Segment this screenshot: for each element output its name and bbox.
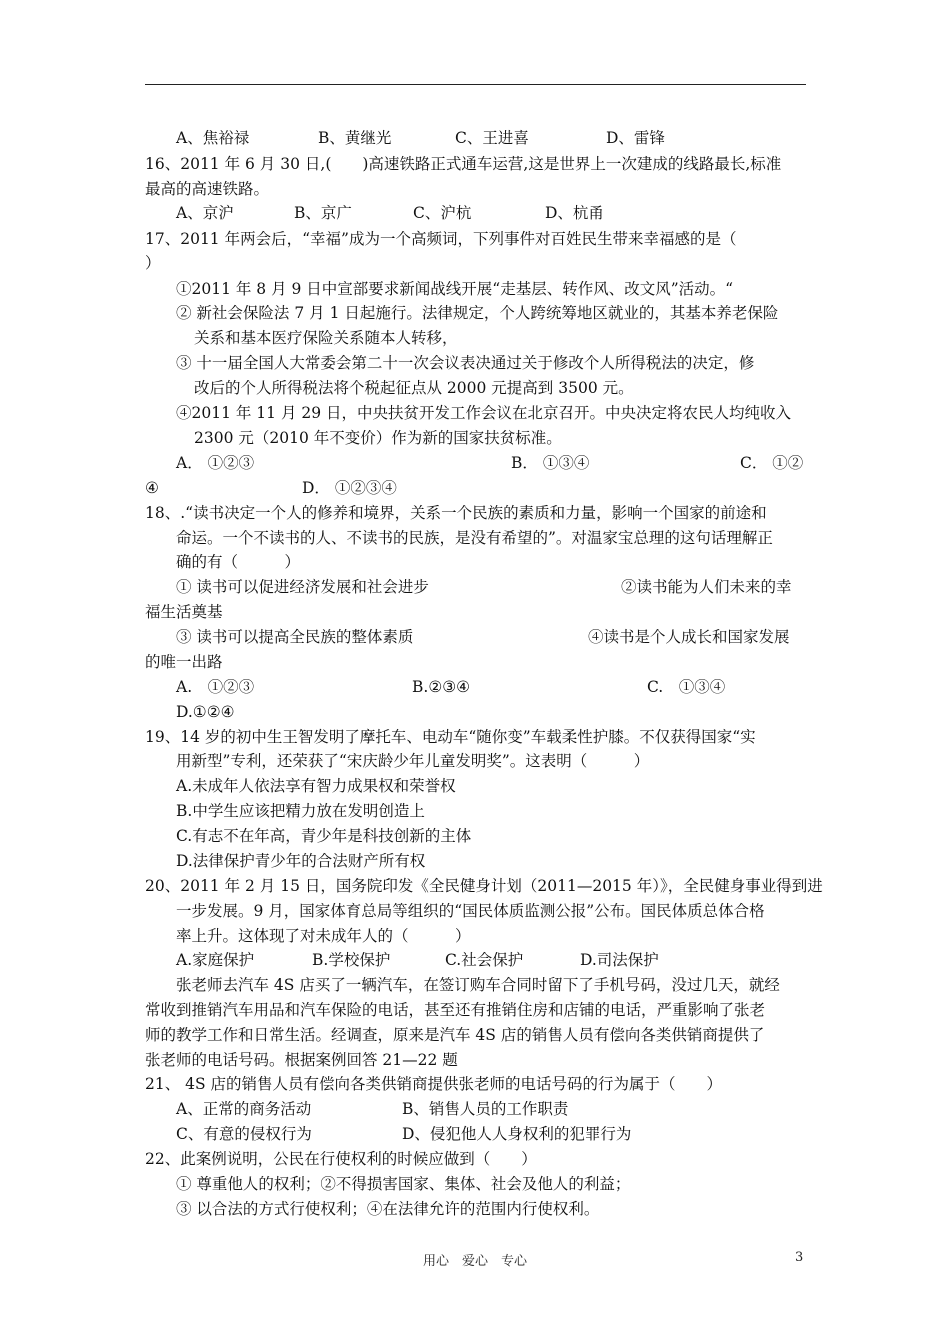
- q18-item-3: ③ 读书可以提高全民族的整体素质: [176, 628, 414, 646]
- q16-line-1: 16、2011 年 6 月 30 日,( )高速铁路正式通车运营,这是世界上一次建成的线路最长,标准: [145, 155, 782, 173]
- q18-line-3: 确的有（ ）: [176, 553, 301, 571]
- q17-line-2: ）: [145, 254, 161, 272]
- q16-option-d: D、杭甬: [545, 204, 604, 222]
- q15-option-c: C、王进喜: [455, 129, 529, 147]
- q20-line-2: 一步发展。9 月，国家体育总局等组织的“国民体质监测公报”公布。国民体质总体合格: [176, 902, 765, 920]
- q19-line-1: 19、14 岁的初中生王智发明了摩托车、电动车“随你变”车载柔性护膝。不仅获得国家“实: [145, 728, 756, 746]
- q18-item-2: ②读书能为人们未来的幸: [621, 578, 792, 596]
- page-footer: 用心 爱心 专心: [422, 1254, 527, 1269]
- q19-line-2: 用新型”专利，还荣获了“宋庆龄少年儿童发明奖”。这表明（ ）: [176, 752, 650, 770]
- q20-option-b: B.学校保护: [312, 951, 391, 969]
- case-line-4: 张老师的电话号码。根据案例回答 21—22 题: [145, 1051, 458, 1069]
- q18-option-d: D.①②④: [176, 703, 235, 721]
- q22-line: 22、此案例说明，公民在行使权利的时候应做到（ ）: [145, 1150, 537, 1168]
- q17-item-4-cont: 2300 元（2010 年不变价）作为新的国家扶贫标准。: [194, 429, 562, 447]
- q15-option-a: A、焦裕禄: [176, 129, 250, 147]
- q17-option-c: C． ①②: [740, 454, 804, 472]
- q18-item-1: ① 读书可以促进经济发展和社会进步: [176, 578, 429, 596]
- q17-option-c-cont: ④: [145, 479, 159, 497]
- q20-line-3: 率上升。这体现了对未成年人的（ ）: [176, 927, 471, 945]
- q18-line-2: 命运。一个不读书的人、不读书的民族，是没有希望的”。对温家宝总理的这句话理解正: [176, 529, 773, 547]
- q21-option-a: A、正常的商务活动: [176, 1100, 312, 1118]
- q18-option-b: B.②③④: [412, 678, 471, 696]
- q17-item-4: ④2011 年 11 月 29 日，中央扶贫开发工作会议在北京召开。中央决定将农民人均纯收入: [176, 404, 792, 422]
- q19-option-a: A.未成年人依法享有智力成果权和荣誉权: [176, 777, 456, 795]
- q18-item-2-cont: 福生活奠基: [145, 603, 223, 621]
- page-number: 3: [795, 1250, 804, 1265]
- q16-option-c: C、沪杭: [413, 204, 472, 222]
- q16-option-a: A、京沪: [176, 204, 234, 222]
- q17-item-1: ①2011 年 8 月 9 日中宣部要求新闻战线开展“走基层、转作风、改文风”活动。“: [176, 280, 734, 298]
- q20-option-c: C.社会保护: [445, 951, 524, 969]
- case-line-1: 张老师去汽车 4S 店买了一辆汽车，在签订购车合同时留下了手机号码，没过几天，就经: [176, 976, 780, 994]
- q19-option-d: D.法律保护青少年的合法财产所有权: [176, 852, 426, 870]
- q21-option-b: B、销售人员的工作职责: [402, 1100, 569, 1118]
- case-line-3: 师的教学工作和日常生活。经调查，原来是汽车 4S 店的销售人员有偿向各类供销商提供了: [145, 1026, 765, 1044]
- q16-option-b: B、京广: [294, 204, 352, 222]
- q19-option-b: B.中学生应该把精力放在发明创造上: [176, 802, 425, 820]
- q17-option-b: B． ①③④: [511, 454, 590, 472]
- q19-option-c: C.有志不在年高，青少年是科技创新的主体: [176, 827, 472, 845]
- q17-item-3: ③ 十一届全国人大常委会第二十一次会议表决通过关于修改个人所得税法的决定，修: [176, 354, 755, 372]
- q21-option-d: D、侵犯他人人身权利的犯罪行为: [402, 1125, 632, 1143]
- q18-item-4: ④读书是个人成长和国家发展: [588, 628, 790, 646]
- q20-line-1: 20、2011 年 2 月 15 日，国务院印发《全民健身计划（2011—2015 年）》，全民健身事业得到进: [145, 877, 823, 895]
- case-line-2: 常收到推销汽车用品和汽车保险的电话，甚至还有推销住房和店铺的电话，严重影响了张老: [145, 1001, 766, 1019]
- q22-item-1: ① 尊重他人的权利；②不得损害国家、集体、社会及他人的利益；: [176, 1175, 631, 1193]
- q18-option-a: A. ①②③: [176, 678, 255, 696]
- q17-item-2: ② 新社会保险法 7 月 1 日起施行。法律规定，个人跨统筹地区就业的，其基本养老保险: [176, 304, 779, 322]
- q17-item-3-cont: 改后的个人所得税法将个税起征点从 2000 元提高到 3500 元。: [194, 379, 634, 397]
- header-rule: [145, 84, 806, 85]
- q18-line-1: 18、.“读书决定一个人的修养和境界，关系一个民族的素质和力量，影响一个国家的前途和: [145, 504, 767, 522]
- q18-option-c: C. ①③④: [647, 678, 726, 696]
- q17-line-1: 17、2011 年两会后，“幸福”成为一个高频词，下列事件对百姓民生带来幸福感的是（: [145, 230, 737, 248]
- q17-option-d: D． ①②③④: [302, 479, 397, 497]
- q16-line-2: 最高的高速铁路。: [145, 180, 270, 198]
- q20-option-d: D.司法保护: [580, 951, 659, 969]
- q22-item-2: ③ 以合法的方式行使权利；④在法律允许的范围内行使权利。: [176, 1200, 600, 1218]
- q15-option-b: B、黄继光: [318, 129, 392, 147]
- q18-item-4-cont: 的唯一出路: [145, 653, 223, 671]
- q21-line: 21、 4S 店的销售人员有偿向各类供销商提供张老师的电话号码的行为属于（ ）: [145, 1075, 723, 1093]
- q21-option-c: C、有意的侵权行为: [176, 1125, 312, 1143]
- q15-option-d: D、雷锋: [606, 129, 665, 147]
- q17-option-a: A． ①②③: [176, 454, 255, 472]
- q20-option-a: A.家庭保护: [176, 951, 255, 969]
- q17-item-2-cont: 关系和基本医疗保险关系随本人转移，: [194, 329, 458, 347]
